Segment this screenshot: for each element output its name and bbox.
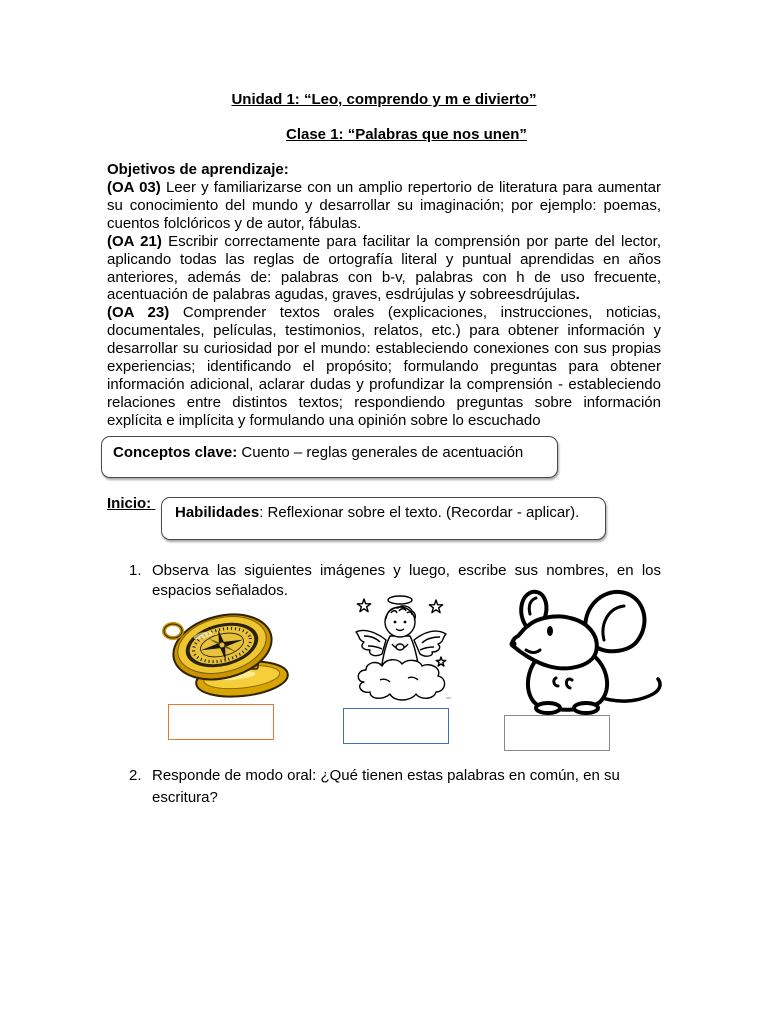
objective-line: desarrollar su curiosidad por el mundo: estableciendo conexiones con sus propias — [107, 340, 661, 358]
answer-box — [504, 715, 610, 751]
objective-line: explícita e implícita y formulando una opinión sobre lo escuchado — [107, 411, 541, 429]
unit-title: Unidad 1: “Leo, comprendo y m e divierto” — [231, 91, 537, 108]
skills-text: : Reflexionar sobre el texto. (Recordar - aplicar). — [259, 504, 580, 521]
activity-number: 2. — [129, 767, 142, 784]
objective-final-mark: . — [575, 286, 580, 304]
objective-code: (OA 23) — [107, 304, 170, 322]
mouse-icon — [508, 584, 666, 716]
objectives-section — [107, 161, 661, 430]
objective-line: cuentos folclóricos y de autor, fábulas. — [107, 214, 362, 232]
objective-line — [107, 233, 661, 251]
activity-text — [152, 765, 661, 809]
activity-number: 1. — [129, 562, 142, 579]
skills-label: Habilidades — [175, 504, 260, 521]
start-label: Inicio: — [107, 495, 152, 512]
objective-text: Leer y familiarizarse con un amplio repertorio de literatura para aumentar — [165, 178, 661, 196]
activity-line: escritura? — [152, 789, 218, 806]
objective-line: aplicando todas las reglas de ortografía literal y puntual aprendidas en años — [107, 250, 661, 268]
objective-text: acentuación de palabras agudas, graves, esdrújulas y sobreesdrújulas — [107, 286, 576, 304]
objective-line — [107, 286, 661, 304]
activity-line: espacios señalados. — [152, 582, 288, 599]
answer-box — [343, 708, 449, 744]
class-title: Clase 1: “Palabras que nos unen” — [286, 126, 527, 143]
objectives-heading: Objetivos de aprendizaje: — [107, 161, 289, 178]
objective-line: relaciones entre distintos textos; respondiendo preguntas sobre información — [107, 393, 661, 411]
key-concepts-label: Conceptos clave: — [113, 444, 238, 461]
objective-line — [107, 179, 661, 197]
activity-line: Observa las siguientes imágenes y luego, escribe sus nombres, en los — [152, 562, 661, 579]
objective-line: documentales, películas, testimonios, relatos, etc.) para obtener información y — [107, 322, 661, 340]
objective-line: anteriores, además de: palabras con b-v, palabras con h de uso frecuente, — [107, 268, 661, 286]
objective-line: su conocimiento del mundo y desarrollar su imaginación; por ejemplo: poemas, — [107, 196, 661, 214]
objective-code: (OA 03) — [107, 178, 161, 196]
activity-line: Responde de modo oral: ¿Qué tienen estas palabras en común, en su — [152, 767, 620, 784]
key-concepts-text: Cuento – reglas generales de acentuación — [241, 444, 524, 461]
start-heading — [107, 495, 155, 513]
objective-line: información adicional, aclarar dudas y profundizar la comprensión - estableciendo — [107, 376, 661, 394]
objective-text: Comprender textos orales (explicaciones, instrucciones, noticias, — [182, 304, 662, 322]
compass-icon — [160, 605, 290, 700]
skills-box — [161, 497, 606, 540]
angel-icon — [350, 592, 455, 704]
answer-box — [168, 704, 274, 740]
objective-code: (OA 21) — [107, 232, 162, 250]
objective-line: experiencias; identificando el propósito; formulando preguntas para obtener — [107, 358, 661, 376]
objective-line — [107, 304, 661, 322]
objective-text: Escribir correctamente para facilitar la comprensión por parte del lector, — [168, 232, 662, 250]
key-concepts-box — [101, 436, 558, 478]
